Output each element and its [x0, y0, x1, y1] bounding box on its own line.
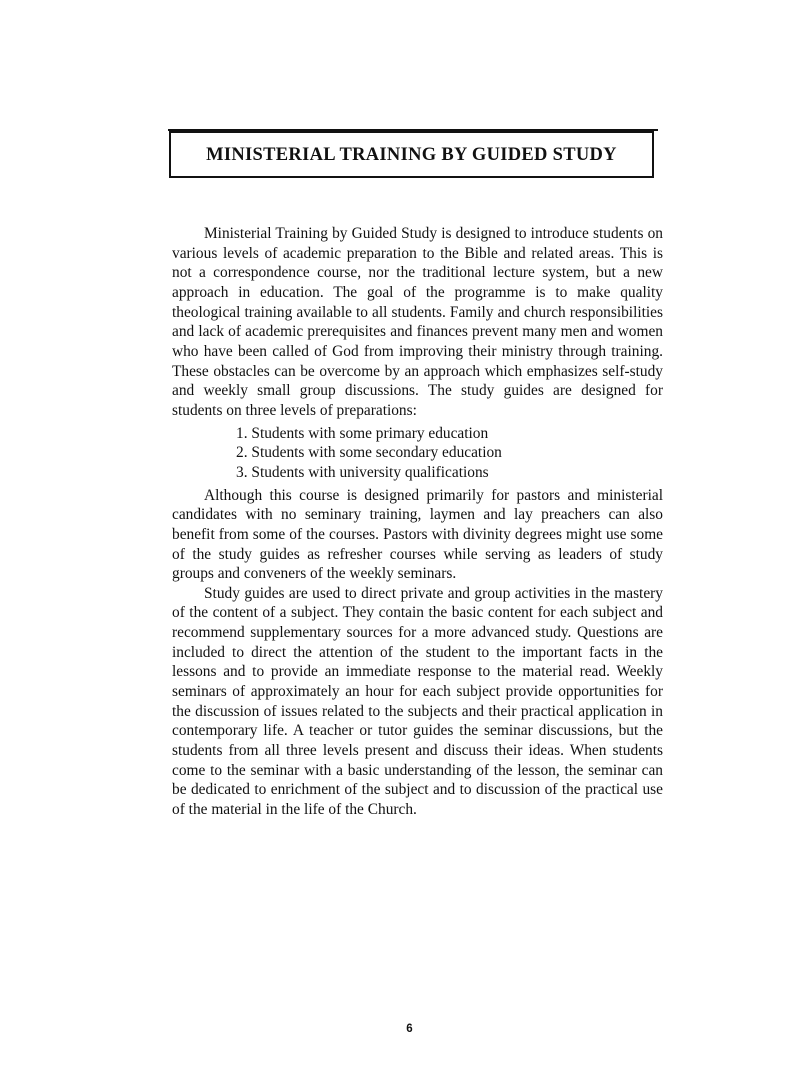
list-item: 1. Students with some primary education	[236, 424, 489, 442]
audience-paragraph: Although this course is designed primarily for pastors and ministerial candidates with no seminary training, laymen and lay preachers can also benefit from some of the courses. Pastors with divinity degrees might use some of the study guides as refresher courses while serving as leaders of study groups and conveners of the weekly seminars.	[172, 486, 663, 583]
list-item: 3. Students with university qualifications	[236, 463, 489, 481]
title-box	[169, 131, 654, 178]
intro-paragraph: Ministerial Training by Guided Study is designed to introduce students on various levels of academic preparation to the Bible and related areas. This is not a correspondence course, nor the traditional lecture system, but a new approach in education. The goal of the programme is to make quality theological training available to all students. Family and church responsibilities and lack of academic prerequisites and finances prevent many men and women who have been called of God from improving their ministry through training. These obstacles can be overcome by an approach which emphasizes self-study and weekly small group discussions. The study guides are designed for students on three levels of preparations:	[172, 225, 663, 419]
method-paragraph: Study guides are used to direct private and group activities in the mastery of the content of a subject. They contain the basic content for each subject and recommend supplementary sources for a more advanced study. Questions are included to direct the attention of the student to the important facts in the lessons and to provide an immediate response to the material read. Weekly seminars of approximately an hour for each subject provide opportunities for the discussion of issues related to the subjects and their practical application in contemporary life. A teacher or tutor guides the seminar discussions, but the students from all three levels present and discuss their ideas. When students come to the seminar with a basic understanding of the lesson, the seminar can be dedicated to enrichment of the subject and to discussion of the practical use of the material in the life of the Church.	[172, 584, 663, 819]
page-number: 6	[406, 1023, 413, 1035]
levels-list	[172, 424, 663, 483]
page-title: MINISTERIAL TRAINING BY GUIDED STUDY	[206, 145, 617, 165]
list-item: 2. Students with some secondary education	[236, 444, 502, 462]
body-text	[172, 224, 663, 820]
